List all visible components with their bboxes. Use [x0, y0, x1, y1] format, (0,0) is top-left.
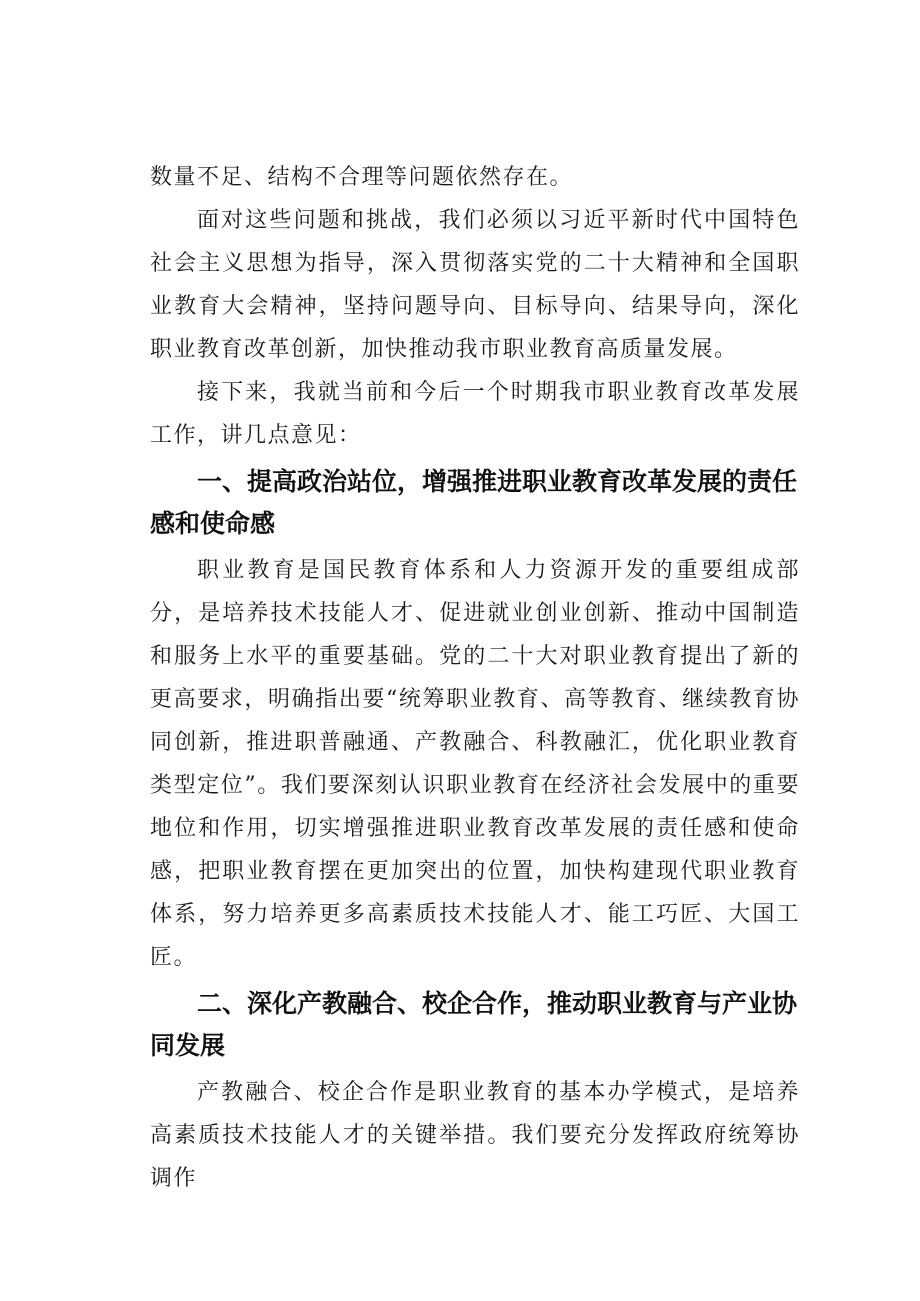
- paragraph-continuation: 数量不足、结构不合理等问题依然存在。: [150, 165, 574, 190]
- paragraph-guiding-thought: 面对这些问题和挑战，我们必须以习近平新时代中国特色社会主义思想为指导，深入贯彻落实党的二十大精神和全国职业教育大会精神，坚持问题导向、目标导向、结果导向，深化职业教育改革创新，加快推动我市职业教育高质量发展。: [150, 208, 800, 362]
- paragraph-section-1: 职业教育是国民教育体系和人力资源开发的重要组成部分，是培养技术技能人才、促进就业创业创新、推动中国制造和服务上水平的重要基础。党的二十大对职业教育提出了新的更高要求，明确指出要“统筹职业教育、高等教育、继续教育协同创新，推进职普融通、产教融合、科教融汇，优化职业教育类型定位”。我们要深刻认识职业教育在经济社会发展中的重要地位和作用，切实增强推进职业教育改革发展的责任感和使命感，把职业教育摆在更加突出的位置，加快构建现代职业教育体系，努力培养更多高素质技术技能人才、能工巧匠、大国工匠。: [150, 558, 800, 970]
- paragraph-transition: 接下来，我就当前和今后一个时期我市职业教育改革发展工作，讲几点意见：: [150, 380, 800, 448]
- section-heading-2: 二、深化产教融合、校企合作，推动职业教育与产业协同发展: [150, 989, 798, 1060]
- paragraph-section-2: 产教融合、校企合作是职业教育的基本办学模式，是培养高素质技术技能人才的关键举措。我们要充分发挥政府统筹协调作: [150, 1080, 800, 1191]
- document-body: [150, 156, 800, 1200]
- section-heading-1: 一、提高政治站位，增强推进职业教育改革发展的责任感和使命感: [150, 467, 798, 538]
